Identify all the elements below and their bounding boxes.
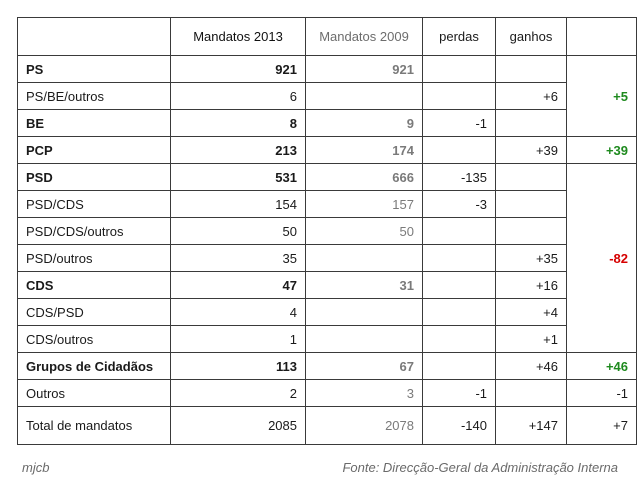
mandatos-2009: 666	[306, 164, 423, 191]
table-row	[18, 353, 637, 380]
mandatos-2013: 50	[171, 218, 306, 245]
table-row	[18, 326, 637, 353]
total-ganhos: +147	[496, 407, 567, 445]
table-row	[18, 245, 637, 272]
mandatos-2009	[306, 299, 423, 326]
party-name: Outros	[18, 380, 171, 407]
balance-outros: -1	[567, 380, 637, 407]
perdas: -1	[423, 110, 496, 137]
perdas: -1	[423, 380, 496, 407]
mandatos-2009	[306, 326, 423, 353]
balance-psd-cds-group: -82	[567, 164, 637, 353]
party-name: PSD/CDS/outros	[18, 218, 171, 245]
party-name: PCP	[18, 137, 171, 164]
mandatos-2013: 213	[171, 137, 306, 164]
source-note: Fonte: Direcção-Geral da Administração Interna	[342, 460, 618, 475]
party-name: CDS/PSD	[18, 299, 171, 326]
header-mandatos-2013: Mandatos 2013	[171, 18, 306, 56]
party-name: PS/BE/outros	[18, 83, 171, 110]
header-row	[18, 18, 637, 56]
header-mandatos-2009: Mandatos 2009	[306, 18, 423, 56]
perdas	[423, 299, 496, 326]
mandatos-2013: 1	[171, 326, 306, 353]
perdas: -3	[423, 191, 496, 218]
mandatos-2009	[306, 245, 423, 272]
ganhos: +4	[496, 299, 567, 326]
mandatos-2009: 31	[306, 272, 423, 299]
header-perdas: perdas	[423, 18, 496, 56]
ganhos: +16	[496, 272, 567, 299]
ganhos: +1	[496, 326, 567, 353]
ganhos	[496, 164, 567, 191]
perdas	[423, 245, 496, 272]
mandatos-2013: 154	[171, 191, 306, 218]
mandatos-2013: 6	[171, 83, 306, 110]
ganhos	[496, 191, 567, 218]
mandatos-2013: 2	[171, 380, 306, 407]
author-credit: mjcb	[22, 460, 50, 475]
ganhos: +46	[496, 353, 567, 380]
perdas	[423, 218, 496, 245]
mandatos-2009: 9	[306, 110, 423, 137]
mandatos-2013: 921	[171, 56, 306, 83]
mandatos-2009	[306, 83, 423, 110]
table-row	[18, 272, 637, 299]
total-row	[18, 407, 637, 445]
mandatos-2009: 921	[306, 56, 423, 83]
header-ganhos: ganhos	[496, 18, 567, 56]
perdas	[423, 83, 496, 110]
total-balanco: +7	[567, 407, 637, 445]
balance-pcp: +39	[567, 137, 637, 164]
party-name: PSD	[18, 164, 171, 191]
total-mandatos-2013: 2085	[171, 407, 306, 445]
total-mandatos-2009: 2078	[306, 407, 423, 445]
ganhos	[496, 380, 567, 407]
perdas	[423, 353, 496, 380]
table-row	[18, 218, 637, 245]
header-party	[18, 18, 171, 56]
ganhos	[496, 56, 567, 83]
ganhos: +6	[496, 83, 567, 110]
mandatos-2013: 8	[171, 110, 306, 137]
perdas	[423, 137, 496, 164]
perdas	[423, 326, 496, 353]
party-name: PSD/CDS	[18, 191, 171, 218]
perdas	[423, 272, 496, 299]
ganhos: +35	[496, 245, 567, 272]
mandatos-2009: 3	[306, 380, 423, 407]
total-perdas: -140	[423, 407, 496, 445]
party-name: BE	[18, 110, 171, 137]
table-row	[18, 380, 637, 407]
table-row	[18, 56, 637, 83]
mandatos-2009: 67	[306, 353, 423, 380]
party-name: Grupos de Cidadãos	[18, 353, 171, 380]
table-row	[18, 164, 637, 191]
party-name: PSD/outros	[18, 245, 171, 272]
perdas	[423, 56, 496, 83]
ganhos	[496, 218, 567, 245]
mandatos-2013: 47	[171, 272, 306, 299]
header-balanco	[567, 18, 637, 56]
total-label: Total de mandatos	[18, 407, 171, 445]
election-results-table	[17, 17, 637, 445]
table-row	[18, 137, 637, 164]
table-row	[18, 83, 637, 110]
party-name: CDS/outros	[18, 326, 171, 353]
perdas: -135	[423, 164, 496, 191]
table-row	[18, 191, 637, 218]
mandatos-2013: 4	[171, 299, 306, 326]
mandatos-2013: 113	[171, 353, 306, 380]
balance-ps-group: +5	[567, 56, 637, 137]
ganhos	[496, 110, 567, 137]
mandatos-2009: 174	[306, 137, 423, 164]
party-name: CDS	[18, 272, 171, 299]
table-row	[18, 110, 637, 137]
mandatos-2009: 157	[306, 191, 423, 218]
mandatos-2013: 531	[171, 164, 306, 191]
mandatos-2009: 50	[306, 218, 423, 245]
mandatos-2013: 35	[171, 245, 306, 272]
ganhos: +39	[496, 137, 567, 164]
balance-grupos: +46	[567, 353, 637, 380]
party-name: PS	[18, 56, 171, 83]
table-row	[18, 299, 637, 326]
